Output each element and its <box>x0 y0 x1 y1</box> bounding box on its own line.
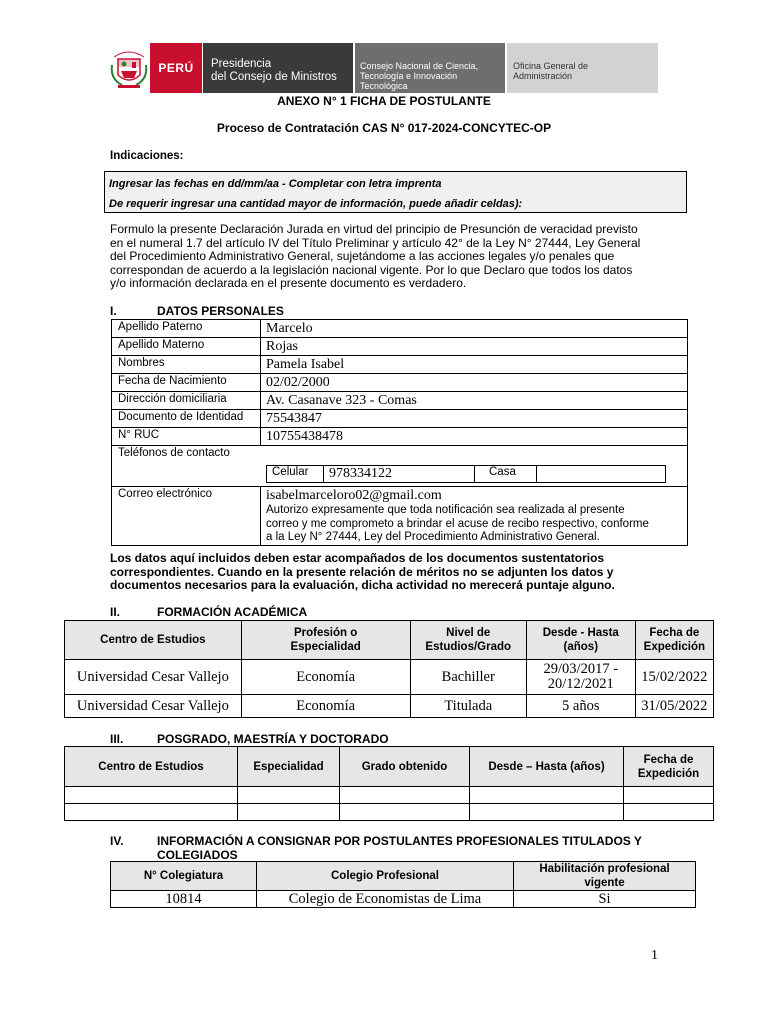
column-header: Desde - Hasta (años) <box>526 621 635 660</box>
column-header: Habilitación profesional vigente <box>514 862 696 891</box>
field-label: Fecha de Nacimiento <box>112 374 261 392</box>
note-line: documentos necesarios para la evaluación, dicha actividad no merecerá puntaje alguno. <box>110 578 615 593</box>
table-cell: Economía <box>241 660 410 695</box>
field-label: Documento de Identidad <box>112 410 261 428</box>
concytec-line3: Tecnológica <box>360 81 408 91</box>
personal-row <box>112 428 688 446</box>
section-1-title: DATOS PERSONALES <box>157 304 284 318</box>
table-cell: 5 años <box>526 695 635 718</box>
table-row <box>111 891 696 908</box>
peru-brand-block <box>150 43 202 93</box>
field-label: Nombres <box>112 356 261 374</box>
field-value: Marcelo <box>261 320 688 338</box>
email-cell <box>261 487 688 546</box>
indication-cells: De requerir ingresar una cantidad mayor de información, puede añadir celdas): <box>109 198 523 210</box>
academic-formation-table <box>64 620 714 718</box>
section-4-title <box>157 834 642 862</box>
column-header: Centro de Estudios <box>65 747 238 787</box>
indications-box <box>104 171 687 213</box>
professional-registry-table <box>110 861 696 908</box>
email-note-line: correo y me comprometo a brindar el acuse de recibo respectivo, conforme <box>266 517 649 530</box>
home-value <box>537 466 666 483</box>
section-3-title: POSGRADO, MAESTRÍA Y DOCTORADO <box>157 732 389 746</box>
declaration-line: en el numeral 1.7 del artículo IV del Título Preliminar y artículo 42° de la Ley N° 27444, Ley General <box>110 235 641 250</box>
concytec-line1: Consejo Nacional de Ciencia, <box>360 61 479 71</box>
personal-row <box>112 338 688 356</box>
table-cell: Si <box>514 891 696 908</box>
column-header: Grado obtenido <box>340 747 470 787</box>
personal-row <box>112 374 688 392</box>
field-value: 75543847 <box>261 410 688 428</box>
table-row <box>65 660 714 695</box>
cell-value: 978334122 <box>324 466 475 483</box>
table-cell <box>65 787 238 804</box>
phones-subtable <box>266 465 666 483</box>
table-cell <box>340 804 470 821</box>
table-row <box>65 787 714 804</box>
column-header: Fecha de Expedición <box>635 621 713 660</box>
field-value: Pamela Isabel <box>261 356 688 374</box>
section-4-title-line: INFORMACIÓN A CONSIGNAR POR POSTULANTES PROFESIONALES TITULADOS Y <box>157 834 642 848</box>
field-label: Apellido Materno <box>112 338 261 356</box>
table-cell: Colegio de Economistas de Lima <box>257 891 514 908</box>
phones-label: Teléfonos de contacto <box>118 447 230 459</box>
table-header-row <box>65 621 714 660</box>
personal-row <box>112 320 688 338</box>
column-header: Especialidad <box>238 747 340 787</box>
field-label: N° RUC <box>112 428 261 446</box>
section-4-number: IV. <box>110 834 124 848</box>
pcm-line2: del Consejo de Ministros <box>211 71 337 83</box>
oga-line1: Oficina General de <box>513 61 589 71</box>
peru-coat-of-arms-logo <box>108 43 150 93</box>
table-cell: 29/03/2017 - 20/12/2021 <box>526 660 635 695</box>
personal-data-table <box>111 319 688 546</box>
table-cell <box>65 804 238 821</box>
home-label: Casa <box>475 466 537 483</box>
indication-dates: Ingresar las fechas en dd/mm/aa - Completar con letra imprenta <box>109 178 442 190</box>
table-cell: Bachiller <box>410 660 526 695</box>
section-4-title-line: COLEGIADOS <box>157 848 238 862</box>
email-authorization-note <box>266 504 681 545</box>
table-row <box>65 804 714 821</box>
concytec-line2: Tecnología e Innovación <box>360 71 458 81</box>
table-cell: Universidad Cesar Vallejo <box>65 660 242 695</box>
table-cell <box>470 804 624 821</box>
declaration-paragraph <box>110 223 686 291</box>
column-header: Desde – Hasta (años) <box>470 747 624 787</box>
cell-label: Celular <box>267 466 324 483</box>
concytec-brand-block <box>355 43 505 93</box>
declaration-line: del Procedimiento Administrativo General, sujetándome a las acciones legales y/o penales que <box>110 249 615 264</box>
oga-line2: Administración <box>513 71 573 81</box>
table-cell <box>624 787 714 804</box>
table-cell <box>470 787 624 804</box>
column-header: Nivel de Estudios/Grado <box>410 621 526 660</box>
declaration-line: Formulo la presente Declaración Jurada en virtud del principio de Presunción de veracidad previsto <box>110 222 638 236</box>
table-header-row <box>65 747 714 787</box>
email-note-line: a la Ley N° 27444, Ley del Procedimiento Administrativo General. <box>266 531 600 543</box>
table-cell <box>238 804 340 821</box>
field-label: Dirección domiciliaria <box>112 392 261 410</box>
indications-label: Indicaciones: <box>110 150 184 162</box>
column-header: Centro de Estudios <box>65 621 242 660</box>
table-cell <box>340 787 470 804</box>
section-1-number: I. <box>110 304 117 318</box>
personal-row <box>112 356 688 374</box>
table-header-row <box>111 862 696 891</box>
process-subtitle: Proceso de Contratación CAS N° 017-2024-CONCYTEC-OP <box>216 121 552 135</box>
email-value: isabelmarceloro02@gmail.com <box>266 488 442 503</box>
table-cell: Universidad Cesar Vallejo <box>65 695 242 718</box>
email-note-line: Autorizo expresamente que toda notificación sea realizada al presente <box>266 504 625 516</box>
column-header: Colegio Profesional <box>257 862 514 891</box>
personal-row <box>112 410 688 428</box>
table-cell <box>238 787 340 804</box>
field-value: 10755438478 <box>261 428 688 446</box>
field-value: Av. Casanave 323 - Comas <box>261 392 688 410</box>
field-value: 02/02/2000 <box>261 374 688 392</box>
peru-label: PERÚ <box>158 61 194 75</box>
column-header: Profesión o Especialidad <box>241 621 410 660</box>
column-header: N° Colegiatura <box>111 862 257 891</box>
phones-cell <box>112 446 688 487</box>
declaration-line: y/o información declarada en el presente documento es verdadero. <box>110 276 467 291</box>
email-label: Correo electrónico <box>112 487 261 546</box>
table-row <box>65 695 714 718</box>
field-value: Rojas <box>261 338 688 356</box>
email-row <box>112 487 688 546</box>
table-cell: 15/02/2022 <box>635 660 713 695</box>
section-2-title: FORMACIÓN ACADÉMICA <box>157 605 308 619</box>
pcm-brand-block <box>203 43 353 93</box>
phones-row <box>112 446 688 487</box>
table-cell: 31/05/2022 <box>635 695 713 718</box>
field-label: Apellido Paterno <box>112 320 261 338</box>
section-3-number: III. <box>110 732 124 746</box>
table-cell: Economía <box>241 695 410 718</box>
document-title: ANEXO N° 1 FICHA DE POSTULANTE <box>277 94 491 108</box>
table-cell: Titulada <box>410 695 526 718</box>
note-line: correspondientes. Cuando en la presente relación de méritos no se adjunten los datos y <box>110 564 614 579</box>
personal-row <box>112 392 688 410</box>
note-line: Los datos aquí incluidos deben estar acompañados de los documentos sustentatorios <box>110 551 605 565</box>
page-number: 1 <box>651 948 658 963</box>
column-header: Fecha de Expedición <box>624 747 714 787</box>
postgraduate-table <box>64 746 714 821</box>
oga-brand-block <box>507 43 658 93</box>
section-2-number: II. <box>110 605 121 619</box>
table-cell <box>624 804 714 821</box>
pcm-line1: Presidencia <box>211 58 272 70</box>
table-cell: 10814 <box>111 891 257 908</box>
declaration-line: correspondan de acuerdo a la legislación nacional vigente. Por lo que Declaro que todos los datos <box>110 262 633 277</box>
supporting-documents-note <box>110 552 686 593</box>
